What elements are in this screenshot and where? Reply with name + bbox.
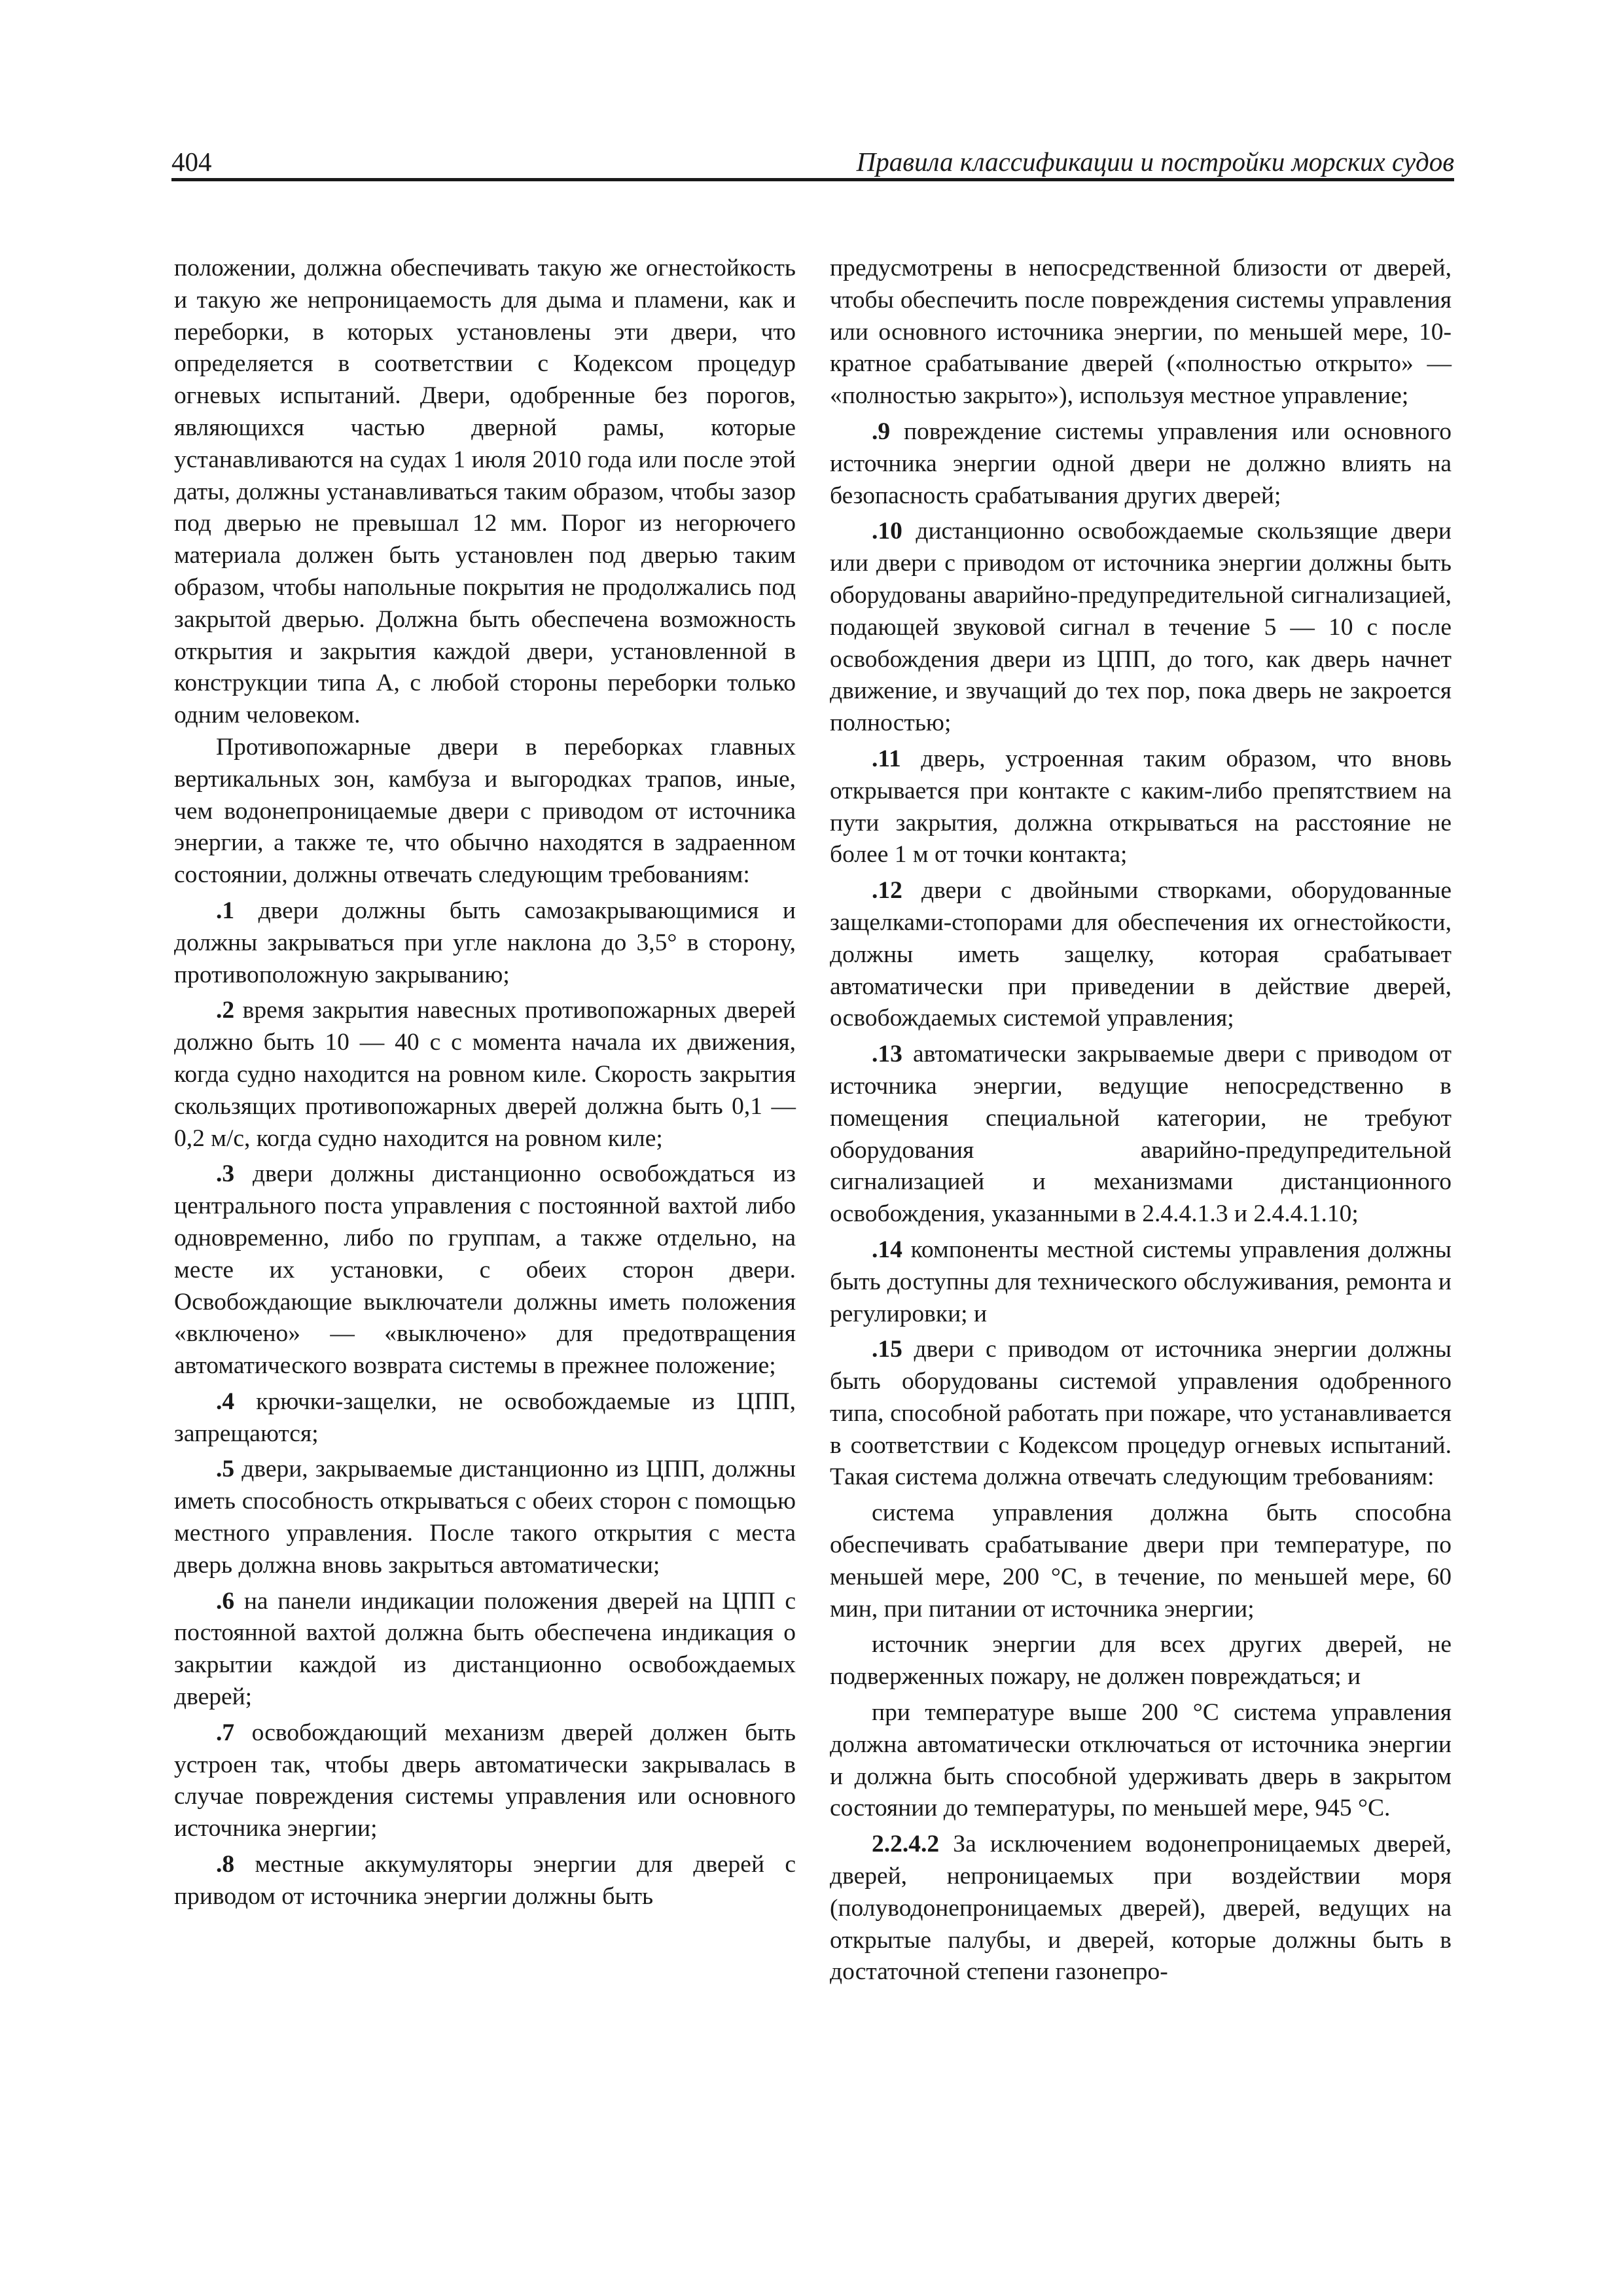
item-number: .15 [872, 1336, 902, 1363]
list-item: .14 компоненты местной системы управления должны быть доступны для технического обслуживания, ремонта и регулировки; и [830, 1236, 1452, 1327]
list-item: .2 время закрытия навесных противопожарных дверей должно быть 10 — 40 с с момента начала их движения, когда судно находится на ровном киле. Скорость закрытия скользящих противопожарных дверей должна быть 0,1 — 0,2 м/с, когда судно находится на ровном киле; [174, 997, 796, 1152]
left-column [174, 253, 796, 1913]
list-item: .12 двери с двойными створками, оборудованные защелками-стопорами для обеспечения их огнестойкости, должны иметь защелку, которая срабатывает автоматически при приведении в действие дверей, освобождаемых системой управления; [830, 877, 1452, 1032]
page-number: 404 [171, 147, 212, 177]
list-item: .4 крючки-защелки, не освобождаемые из ЦПП, запрещаются; [174, 1388, 796, 1447]
list-item: .8 местные аккумуляторы энергии для дверей с приводом от источника энергии должны быть [174, 1851, 796, 1910]
list-item: .5 двери, закрываемые дистанционно из ЦПП, должны иметь способность открываться с обеих сторон с помощью местного управления. После такого открытия с места дверь должна вновь закрыться автоматически; [174, 1456, 796, 1579]
item-number: .6 [216, 1587, 235, 1615]
paragraph: положении, должна обеспечивать такую же огнестойкость и такую же непроницаемость для дыма и пламени, как и переборки, в которых установлены эти двери, что определяется в соответствии с Кодексом процедур огневых испытаний. Двери, одобренные без порогов, являющихся частью дверной рамы, которые устанавливаются на судах 1 июля 2010 года или после этой даты, должны устанавливаться таким образом, чтобы зазор под дверью не превышал 12 мм. Порог из негорючего материала должен быть установлен под дверью таким образом, чтобы напольные покрытия не продолжались под закрытой дверью. Должна быть обеспечена возможность открытия и закрытия каждой двери, установленной в конструкции типа А, с любой стороны переборки только одним человеком. [174, 255, 796, 729]
list-item: .10 дистанционно освобождаемые скользящие двери или двери с приводом от источника энергии должны быть оборудованы аварийно-предупредительной сигнализацией, подающей звуковой сигнал в течение 5 — 10 с после освобождения двери из ЦПП, до того, как дверь начнет движение, и звучащий до тех пор, пока дверь не закроется полностью; [830, 518, 1452, 737]
item-number: .2 [216, 997, 235, 1024]
item-number: .9 [872, 418, 891, 445]
item-number: .5 [216, 1456, 235, 1483]
item-number: .14 [872, 1236, 902, 1263]
item-number: .10 [872, 518, 902, 545]
list-item: .3 двери должны дистанционно освобождаться из центрального поста управления с постоянной вахтой либо одновременно, либо по группам, а также отдельно, на месте их установки, с обеих сторон двери. Освобождающие выключатели должны иметь положения «включено» — «выключено» для предотвращения автоматического возврата системы в прежнее положение; [174, 1160, 796, 1380]
sub-paragraph: система управления должна быть способна обеспечивать срабатывание двери при температуре, по меньшей мере, 200 °С, в течение, по меньшей мере, 60 мин, при питании от источника энергии; [830, 1499, 1452, 1623]
item-number: .4 [216, 1388, 235, 1415]
paragraph: Противопожарные двери в переборках главных вертикальных зон, камбуза и выгородках трапов, иные, чем водонепроницаемые двери с приводом от источника энергии, а также те, что обычно находятся в задраенном состоянии, должны отвечать следующим требованиям: [174, 733, 796, 889]
item-number: .7 [216, 1719, 235, 1746]
page-header [171, 145, 1454, 178]
item-number: .3 [216, 1160, 235, 1188]
item-number: .11 [872, 745, 901, 772]
list-item: .6 на панели индикации положения дверей на ЦПП с постоянной вахтой должна быть обеспечена индикация о закрытии каждой из дистанционно освобождаемых дверей; [174, 1587, 796, 1711]
sub-paragraph: при температуре выше 200 °С система управления должна автоматически отключаться от источника энергии и должна быть способной удерживать дверь в закрытом состоянии до температуры, по меньшей мере, 945 °С. [830, 1699, 1452, 1822]
running-title: Правила классификации и постройки морских судов [856, 147, 1454, 177]
right-column [830, 253, 1452, 1988]
section-paragraph: 2.2.4.2 За исключением водонепроницаемых дверей, дверей, непроницаемых при воздействии моря (полуводонепроницаемых дверей), дверей, ведущих на открытые палубы, и дверей, которые должны быть в достаточной степени газонепро- [830, 1831, 1452, 1986]
header-rule [171, 178, 1454, 181]
item-number: .13 [872, 1041, 902, 1068]
list-item: .13 автоматически закрываемые двери с приводом от источника энергии, ведущие непосредственно в помещения специальной категории, не требуют оборудования аварийно-предупредительной сигнализацией и механизмами дистанционного освобождения, указанными в 2.4.4.1.3 и 2.4.4.1.10; [830, 1041, 1452, 1228]
item-number: .12 [872, 877, 902, 905]
list-item: .1 двери должны быть самозакрывающимися и должны закрываться при угле наклона до 3,5° в сторону, противоположную закрыванию; [174, 897, 796, 988]
section-number: 2.2.4.2 [872, 1831, 940, 1858]
list-item: .7 освобождающий механизм дверей должен быть устроен так, чтобы дверь автоматически закрывалась в случае повреждения системы управления или основного источника энергии; [174, 1719, 796, 1842]
sub-paragraph: источник энергии для всех других дверей, не подверженных пожару, не должен повреждаться; и [830, 1631, 1452, 1691]
list-item: .15 двери с приводом от источника энергии должны быть оборудованы системой управления одобренного типа, способной работать при пожаре, что устанавливается в соответствии с Кодексом процедур огневых испытаний. Такая система должна отвечать следующим требованиям: [830, 1336, 1452, 1491]
item-number: .8 [216, 1851, 235, 1878]
paragraph: предусмотрены в непосредственной близости от дверей, чтобы обеспечить после повреждения системы управления или основного источника энергии, по меньшей мере, 10-кратное срабатывание дверей («полностью открыто» — «полностью закрыто»), используя местное управление; [830, 255, 1452, 410]
list-item: .11 дверь, устроенная таким образом, что вновь открывается при контакте с каким-либо препятствием на пути закрытия, должна открываться на расстояние не более 1 м от точки контакта; [830, 745, 1452, 869]
list-item: .9 повреждение системы управления или основного источника энергии одной двери не должно влиять на безопасность срабатывания других дверей; [830, 418, 1452, 509]
item-number: .1 [216, 897, 235, 924]
